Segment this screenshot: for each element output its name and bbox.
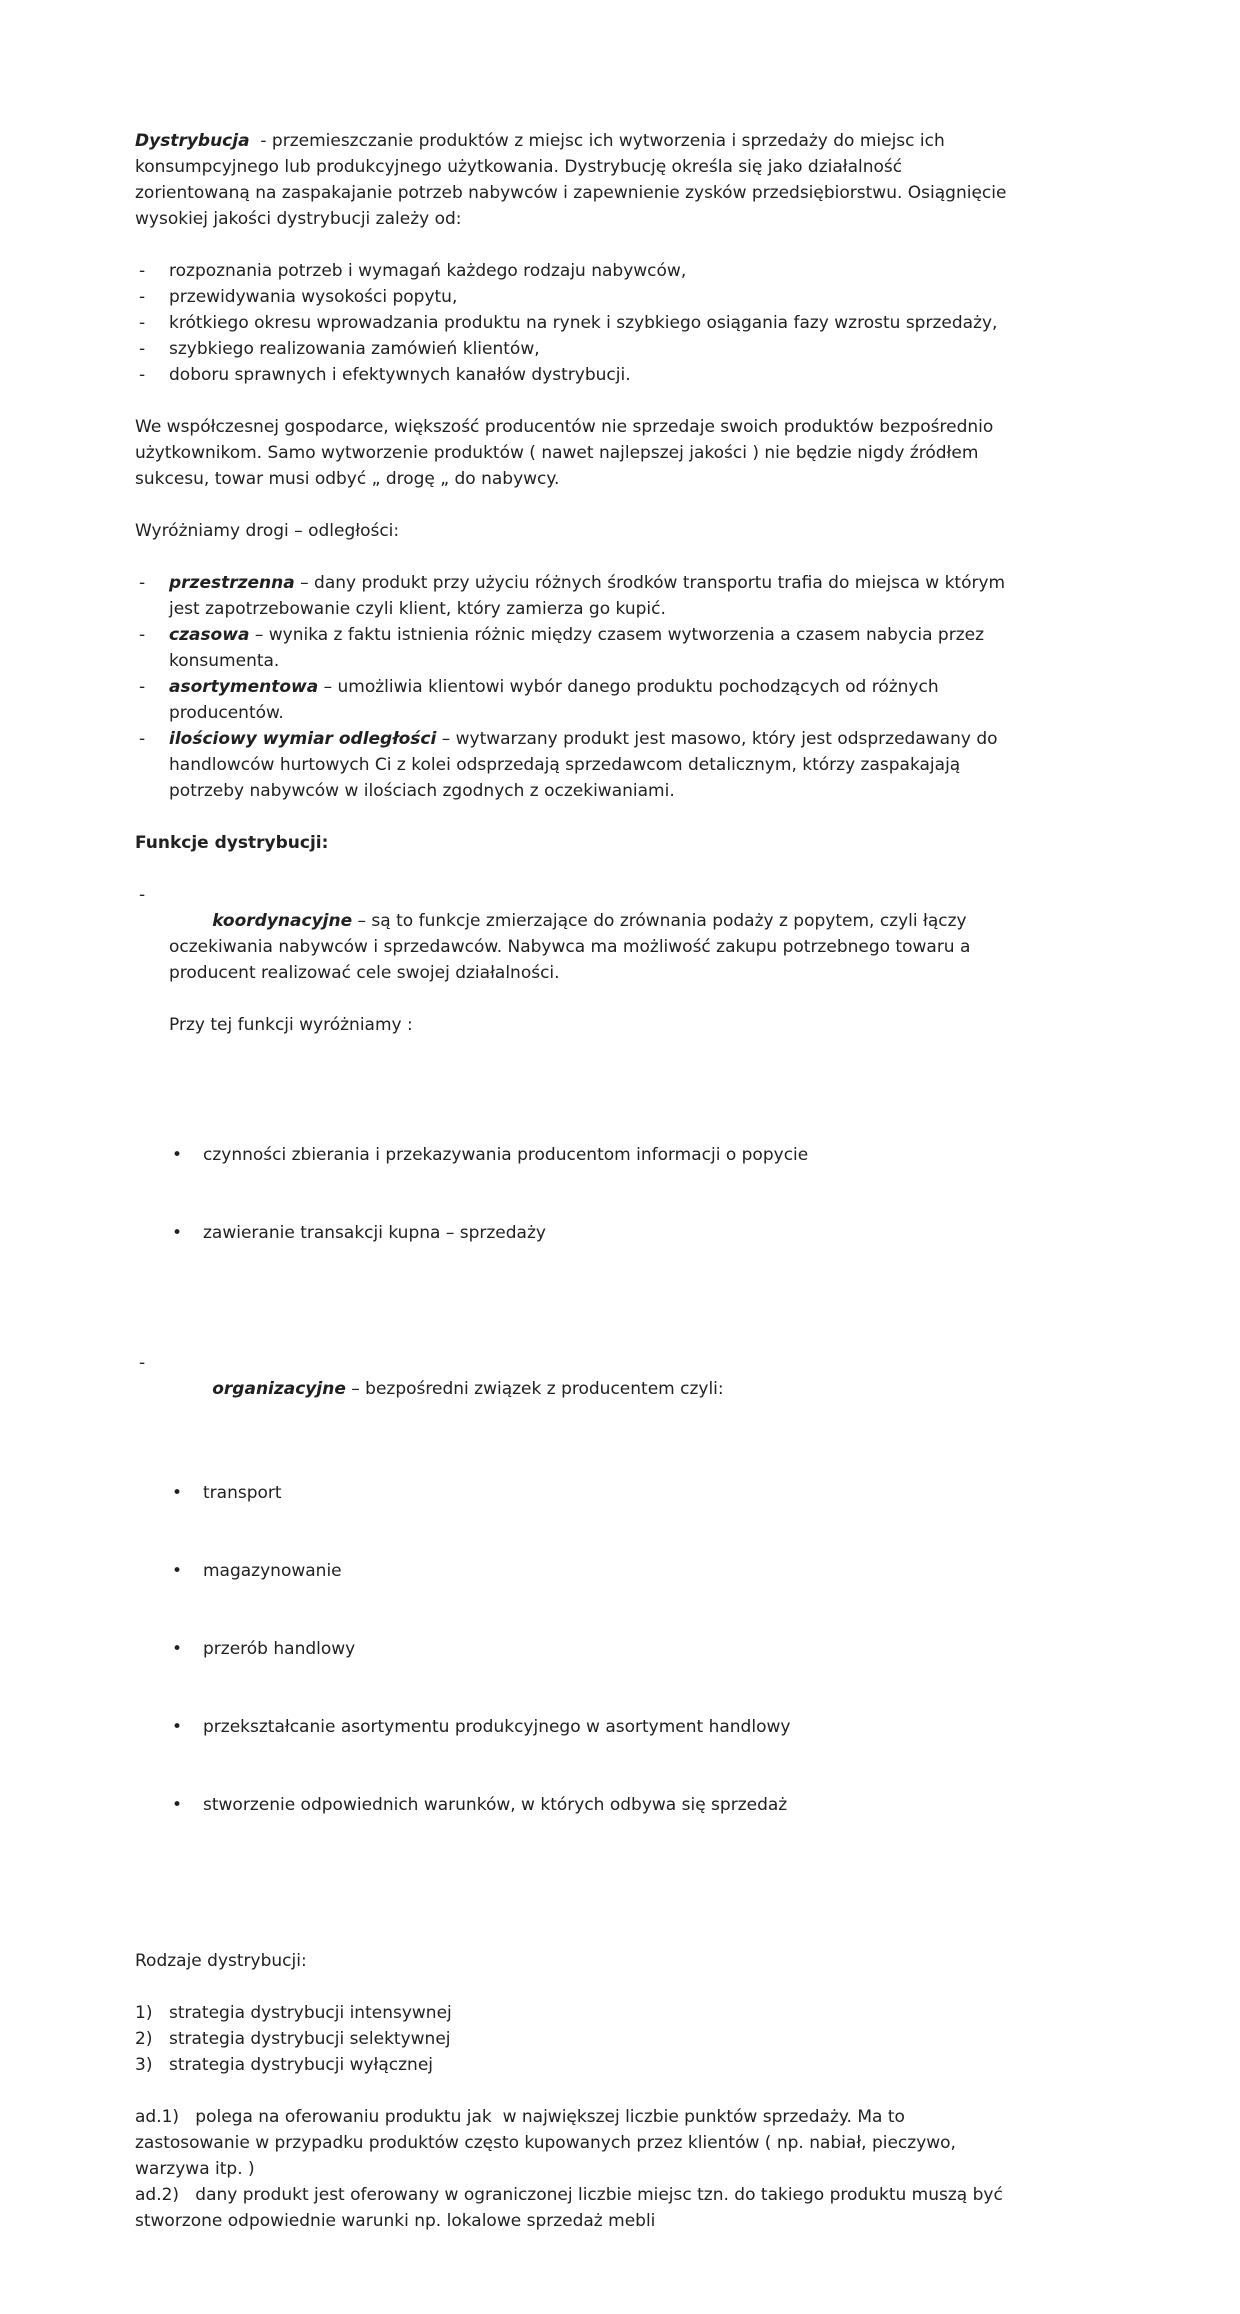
list-item bbox=[135, 336, 1012, 362]
list-item-koordynacyjne bbox=[135, 882, 1012, 1350]
dash-marker: - bbox=[139, 729, 146, 749]
function-term: organizacyjne bbox=[212, 1379, 346, 1399]
dash-marker: - bbox=[139, 287, 146, 307]
function-term: koordynacyjne bbox=[212, 911, 353, 931]
list-item-text bbox=[169, 674, 1012, 726]
list-item bbox=[135, 258, 1012, 284]
number-marker: 1) bbox=[135, 2003, 153, 2023]
bullet-marker: • bbox=[172, 1483, 183, 1503]
distance-term: asortymentowa bbox=[169, 677, 319, 697]
list-item bbox=[135, 570, 1012, 622]
list-item-text: doboru sprawnych i efektywnych kanałów dystrybucji. bbox=[169, 365, 631, 385]
bullets-organizacyjne bbox=[169, 1428, 1012, 1870]
list-item bbox=[135, 674, 1012, 726]
list-item-text bbox=[169, 570, 1012, 622]
bullet-text: zawieranie transakcji kupna – sprzedaży bbox=[203, 1223, 546, 1243]
bullet-marker: • bbox=[172, 1717, 183, 1737]
bullet-marker: • bbox=[172, 1795, 183, 1815]
list-item bbox=[135, 310, 1012, 336]
distance-text: – dany produkt przy użyciu różnych środków transportu trafia do miejsca w którym jest zapotrzebowanie czyli klient, który zamierza go kupić. bbox=[169, 573, 1011, 619]
bullet-marker: • bbox=[172, 1223, 183, 1243]
dash-marker: - bbox=[139, 1353, 146, 1373]
list-strategies bbox=[135, 2000, 1012, 2078]
function-body bbox=[169, 911, 976, 983]
paragraph-types-intro: Rodzaje dystrybucji: bbox=[135, 1951, 307, 1971]
paragraph-note-ad2 bbox=[135, 2182, 1012, 2234]
list-item bbox=[135, 362, 1012, 388]
dash-marker: - bbox=[139, 261, 146, 281]
number-marker: 3) bbox=[135, 2055, 153, 2075]
numbered-item-text: strategia dystrybucji intensywnej bbox=[169, 2003, 452, 2023]
list-item-text: przewidywania wysokości popytu, bbox=[169, 287, 458, 307]
note-text: dany produkt jest oferowany w ograniczonej liczbie miejsc tzn. do takiego produktu muszą być stworzone odpowiednie warunki np. lokalowe sprzedaż mebli bbox=[135, 2185, 1009, 2231]
paragraph-note-ad1 bbox=[135, 2104, 1012, 2182]
bullet-marker: • bbox=[172, 1561, 183, 1581]
bullets-koordynacyjne bbox=[169, 1090, 1012, 1298]
distance-term: czasowa bbox=[169, 625, 250, 645]
function-body bbox=[212, 1379, 723, 1399]
dash-marker: - bbox=[139, 677, 146, 697]
dash-marker: - bbox=[139, 625, 146, 645]
bullet-text: czynności zbierania i przekazywania producentom informacji o popycie bbox=[203, 1145, 809, 1165]
distance-text: – wytwarzany produkt jest masowo, który jest odsprzedawany do handlowców hurtowych Ci z kolei odsprzedają sprzedawcom detalicznym, którzy zaspakajają potrzeby nabywców w ilościach zgodnych z oczekiwaniami. bbox=[169, 729, 1003, 801]
distance-term: ilościowy wymiar odległości bbox=[169, 729, 437, 749]
dash-marker: - bbox=[139, 365, 146, 385]
bullet-item bbox=[169, 1142, 1012, 1168]
numbered-item bbox=[135, 2000, 1012, 2026]
heading-functions: Funkcje dystrybucji: bbox=[135, 833, 329, 853]
numbered-item bbox=[135, 2026, 1012, 2052]
list-item-text bbox=[169, 726, 1012, 804]
list-item-organizacyjne bbox=[135, 1350, 1012, 1922]
list-item bbox=[135, 726, 1012, 804]
distance-text: – wynika z faktu istnienia różnic między czasem wytworzenia a czasem nabycia przez konsumenta. bbox=[169, 625, 990, 671]
list-item-text bbox=[169, 1350, 1012, 1922]
dash-marker: - bbox=[139, 573, 146, 593]
numbered-item-text: strategia dystrybucji selektywnej bbox=[169, 2029, 451, 2049]
bullet-item bbox=[169, 1636, 1012, 1662]
paragraph-intro bbox=[135, 128, 1012, 232]
distance-text: – umożliwia klientowi wybór danego produktu pochodzących od różnych producentów. bbox=[169, 677, 945, 723]
list-item-text bbox=[169, 622, 1012, 674]
numbered-item-text: strategia dystrybucji wyłącznej bbox=[169, 2055, 434, 2075]
note-text: polega na oferowaniu produktu jak w największej liczbie punktów sprzedaży. Ma to zastosowanie w przypadku produktów często kupowanych przez klientów ( np. nabiał, pieczywo, warzywa itp. ) bbox=[135, 2107, 962, 2179]
number-marker: 2) bbox=[135, 2029, 153, 2049]
list-item-text: krótkiego okresu wprowadzania produktu na rynek i szybkiego osiągania fazy wzrostu sprzedaży, bbox=[169, 313, 998, 333]
paragraph-distances-intro: Wyróżniamy drogi – odległości: bbox=[135, 521, 400, 541]
intro-term: Dystrybucja bbox=[135, 131, 250, 151]
dash-marker: - bbox=[139, 313, 146, 333]
bullet-text: przerób handlowy bbox=[203, 1639, 356, 1659]
bullet-text: przekształcanie asortymentu produkcyjnego w asortyment handlowy bbox=[203, 1717, 791, 1737]
list-item bbox=[135, 284, 1012, 310]
bullet-item bbox=[169, 1558, 1012, 1584]
function-text: – bezpośredni związek z producentem czyli: bbox=[345, 1379, 724, 1399]
list-quality-factors bbox=[135, 258, 1012, 388]
note-label: ad.2) bbox=[135, 2185, 180, 2205]
list-item bbox=[135, 622, 1012, 674]
paragraph-market: We współczesnej gospodarce, większość producentów nie sprzedaje swoich produktów bezpośrednio użytkownikom. Samo wytworzenie produktów ( nawet najlepszej jakości ) nie będzie nigdy źródłem sukcesu, towar musi odbyć „ drogę „ do nabywcy. bbox=[135, 417, 999, 489]
list-distances bbox=[135, 570, 1012, 804]
dash-marker: - bbox=[139, 885, 146, 905]
list-item-text: szybkiego realizowania zamówień klientów, bbox=[169, 339, 540, 359]
distance-term: przestrzenna bbox=[169, 573, 295, 593]
list-item-text bbox=[169, 882, 1012, 1350]
bullet-marker: • bbox=[172, 1639, 183, 1659]
bullet-item bbox=[169, 1220, 1012, 1246]
bullet-marker: • bbox=[172, 1145, 183, 1165]
intro-text: - przemieszczanie produktów z miejsc ich wytworzenia i sprzedaży do miejsc ich konsumpcyjnego lub produkcyjnego użytkowania. Dystrybucję określa się jako działalność zorientowaną na zaspakajanie potrzeb nabywców i zapewnienie zysków przedsiębiorstwu. Osiągnięcie wysokiej jakości dystrybucji zależy od: bbox=[135, 131, 1012, 229]
bullet-text: stworzenie odpowiednich warunków, w których odbywa się sprzedaż bbox=[203, 1795, 788, 1815]
numbered-item bbox=[135, 2052, 1012, 2078]
list-item-text: rozpoznania potrzeb i wymagań każdego rodzaju nabywców, bbox=[169, 261, 687, 281]
function-text: – są to funkcje zmierzające do zrównania podaży z popytem, czyli łączy oczekiwania nabywców i sprzedawców. Nabywca ma możliwość zakupu potrzebnego towaru a producent realizować cele swojej działalności. bbox=[169, 911, 976, 983]
bullet-item bbox=[169, 1714, 1012, 1740]
bullet-text: transport bbox=[203, 1483, 282, 1503]
bullet-item bbox=[169, 1480, 1012, 1506]
dash-marker: - bbox=[139, 339, 146, 359]
bullet-item bbox=[169, 1792, 1012, 1818]
function-sub-intro: Przy tej funkcji wyróżniamy : bbox=[169, 1015, 413, 1035]
note-label: ad.1) bbox=[135, 2107, 180, 2127]
bullet-text: magazynowanie bbox=[203, 1561, 342, 1581]
list-functions bbox=[135, 882, 1012, 1922]
